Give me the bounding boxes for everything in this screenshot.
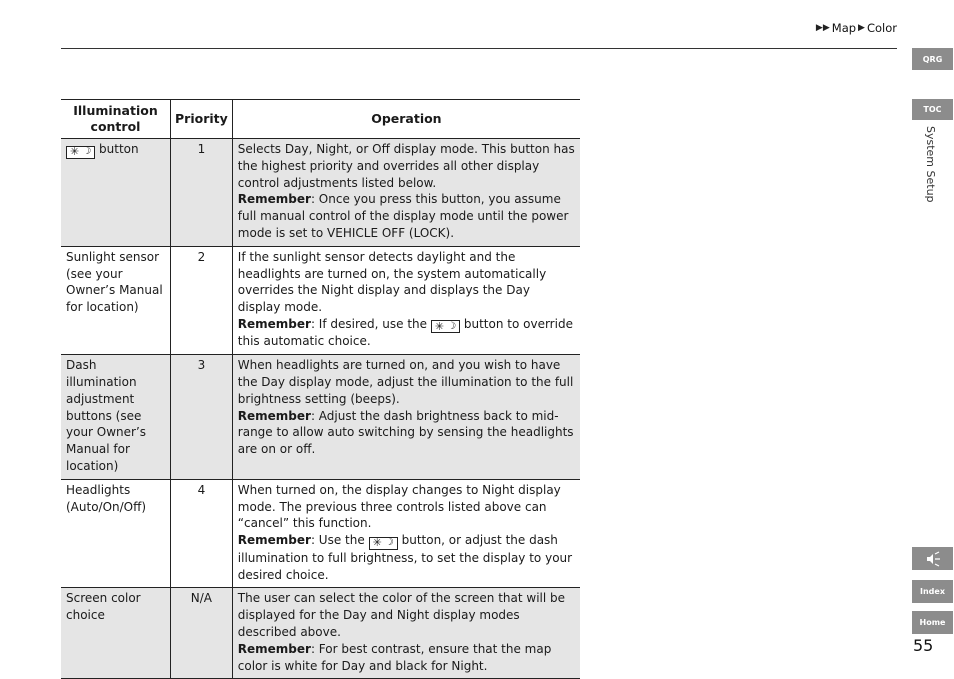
control-cell: Screen color choice [61,588,171,679]
control-cell [61,139,171,247]
toc-tab[interactable]: TOC [912,99,953,120]
section-label: System Setup [924,126,937,203]
operation-text: Selects Day, Night, or Off display mode. This button has the highest priority and overrides all other display control adjustments listed below. [237,142,575,190]
table-row [61,139,580,247]
remember-label: Remember [237,641,311,656]
priority-cell: N/A [171,588,233,679]
control-cell: Headlights (Auto/On/Off) [61,479,171,587]
header-priority: Priority [171,100,233,139]
remember-text-b: button to override this automatic choice. [237,316,573,349]
header-operation: Operation [232,100,580,139]
operation-cell [232,588,580,679]
priority-cell: 4 [171,479,233,587]
operation-text: The user can select the color of the screen that will be displayed for the Day and Night display modes described above. [237,591,566,639]
table-row [61,588,580,679]
day-night-button-icon: ✳ ☽ [369,537,398,550]
operation-text: When turned on, the display changes to Night display mode. The previous three controls listed above can “cancel” this function. [237,482,561,531]
control-cell: Sunlight sensor (see your Owner’s Manual for location) [61,246,171,354]
qrg-tab[interactable]: QRG [912,48,953,70]
remember-text: : For best contrast, ensure that the map color is white for Day and black for Night. [237,641,552,673]
voice-command-tab[interactable] [912,547,953,570]
table-row [61,479,580,587]
page-number: 55 [913,636,934,655]
remember-text: : Adjust the dash brightness back to mid-range to allow auto switching by sensing the headlights are on or off. [237,408,574,457]
breadcrumb-separator-icon: ▶ [858,23,865,33]
header-rule [61,48,897,49]
table-header-row [61,100,580,139]
day-night-button-icon: ✳ ☽ [66,146,95,159]
breadcrumb [816,21,897,35]
priority-cell: 3 [171,355,233,480]
operation-cell [232,355,580,480]
breadcrumb-arrows-icon: ▶▶ [815,23,830,33]
illumination-table [61,99,580,679]
remember-text-b: button, or adjust the dash illumination to full brightness, to set the display to your desired choice. [237,533,573,582]
remember-label: Remember [237,316,311,331]
operation-text: If the sunlight sensor detects daylight and the headlights are turned on, the system automatically overrides the Night display and displays the Day display mode. [237,249,547,315]
remember-text-a: : If desired, use the [310,316,428,331]
day-night-button-icon: ✳ ☽ [431,320,460,333]
control-label: button [99,142,139,156]
voice-command-icon [924,551,942,567]
home-tab[interactable]: Home [912,611,953,634]
header-control: Illumination control [61,100,171,139]
table-row [61,355,580,480]
operation-text: When headlights are turned on, and you wish to have the Day display mode, adjust the illumination to the full brightness setting (beeps). [237,358,574,406]
priority-cell: 2 [171,246,233,354]
operation-cell [232,479,580,587]
remember-text-a: : Use the [310,533,365,548]
remember-text: : Once you press this button, you assume full manual control of the display mode until the power mode is set to VEHICLE OFF (LOCK). [237,192,569,240]
operation-cell [232,139,580,247]
table-row [61,246,580,354]
control-cell: Dash illumination adjustment buttons (see your Owner’s Manual for location) [61,355,171,480]
remember-label: Remember [237,192,311,207]
breadcrumb-color[interactable]: Color [866,21,897,35]
breadcrumb-map[interactable]: Map [831,21,857,35]
operation-cell [232,246,580,354]
remember-label: Remember [237,533,311,548]
index-tab[interactable]: Index [912,580,953,603]
remember-label: Remember [237,408,311,423]
priority-cell: 1 [171,139,233,247]
